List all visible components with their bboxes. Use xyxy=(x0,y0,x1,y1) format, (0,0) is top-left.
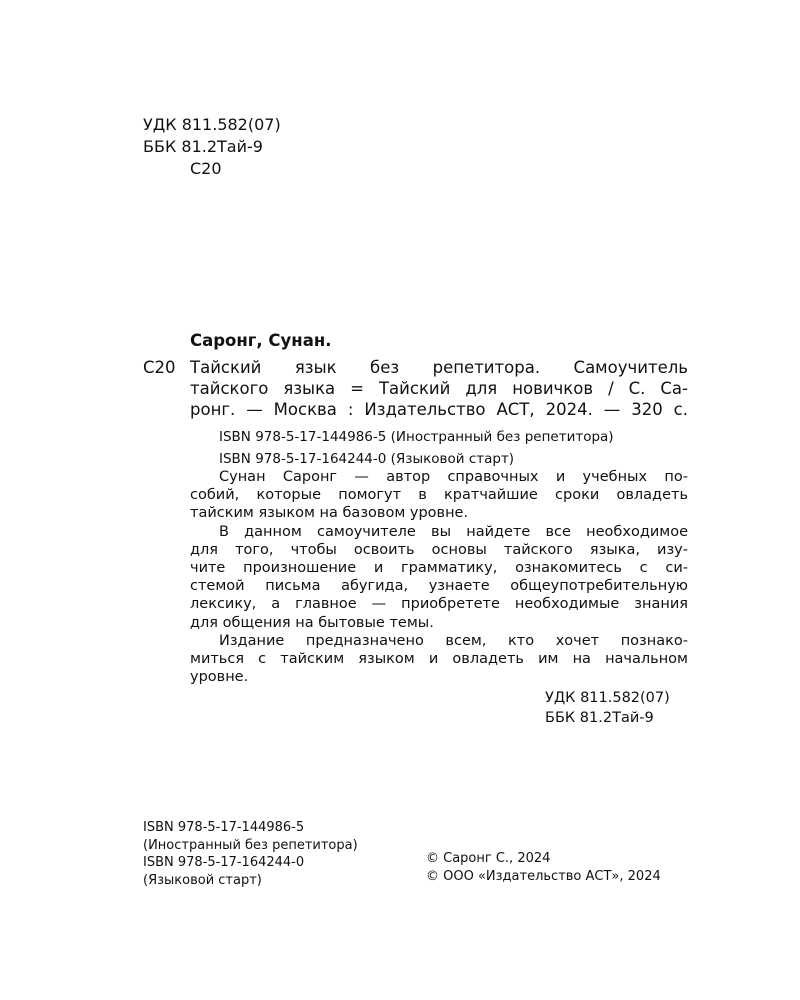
classification-block-top xyxy=(143,114,281,180)
annotation-line: тайским языком на базовом уровне. xyxy=(190,505,469,522)
annotation-line: для того, чтобы освоить основы тайского языка, изу- xyxy=(190,541,688,558)
annotation xyxy=(190,468,688,686)
footer-isbn-line: (Иностранный без репетитора) xyxy=(143,837,358,853)
copyright-block xyxy=(426,850,661,885)
footer-isbn-line: ISBN 978-5-17-164244-0 xyxy=(143,855,305,870)
annotation-line: собий, которые помогут в кратчайшие сроки овладеть xyxy=(190,487,688,504)
footer-isbn-line: (Языковой старт) xyxy=(143,872,262,888)
isbn-line: ISBN 978-5-17-164244-0 (Языковой старт) xyxy=(219,451,515,467)
annotation-line: Издание предназначено всем, кто хочет познако- xyxy=(219,632,688,649)
classification-block-bottom xyxy=(545,688,670,728)
author-heading: Саронг, Сунан. xyxy=(190,331,332,350)
title-line: тайского языка = Тайский для новичков / С. Са- xyxy=(190,378,688,398)
bbk-code: ББК 81.2Тай-9 xyxy=(143,137,263,156)
bibliographic-description xyxy=(190,358,688,420)
title-line: Тайский язык без репетитора. Самоучитель xyxy=(190,358,688,377)
title-line: ронг. — Москва : Издательство АСТ, 2024. — 320 с. xyxy=(190,399,688,419)
udk-code: УДК 811.582(07) xyxy=(143,115,281,134)
footer-isbn-block xyxy=(143,819,358,889)
annotation-line: уровне. xyxy=(190,669,249,686)
annotation-line: стемой письма абугида, узнаете общеупотребительную xyxy=(190,578,688,595)
annotation-line: миться с тайским языком и овладеть им на начальном xyxy=(190,651,688,668)
isbn-line: ISBN 978-5-17-144986-5 (Иностранный без репетитора) xyxy=(219,429,614,445)
annotation-line: лексику, а главное — приобретете необходимые знания xyxy=(190,596,688,613)
annotation-line: Сунан Саронг — автор справочных и учебных по- xyxy=(219,469,688,485)
footer-isbn-line: ISBN 978-5-17-144986-5 xyxy=(143,820,305,835)
record-author-sign: С20 xyxy=(143,358,176,377)
annotation-line: для общения на бытовые темы. xyxy=(190,614,434,631)
author-sign-code: С20 xyxy=(190,159,222,178)
annotation-line: чите произношение и грамматику, ознакомитесь с си- xyxy=(190,560,688,577)
annotation-line: В данном самоучителе вы найдете все необходимое xyxy=(219,523,688,540)
copyright-line: © Саронг С., 2024 xyxy=(426,851,551,866)
udk-code: УДК 811.582(07) xyxy=(545,690,670,706)
copyright-line: © ООО «Издательство АСТ», 2024 xyxy=(426,868,661,884)
bbk-code: ББК 81.2Тай-9 xyxy=(545,710,654,726)
